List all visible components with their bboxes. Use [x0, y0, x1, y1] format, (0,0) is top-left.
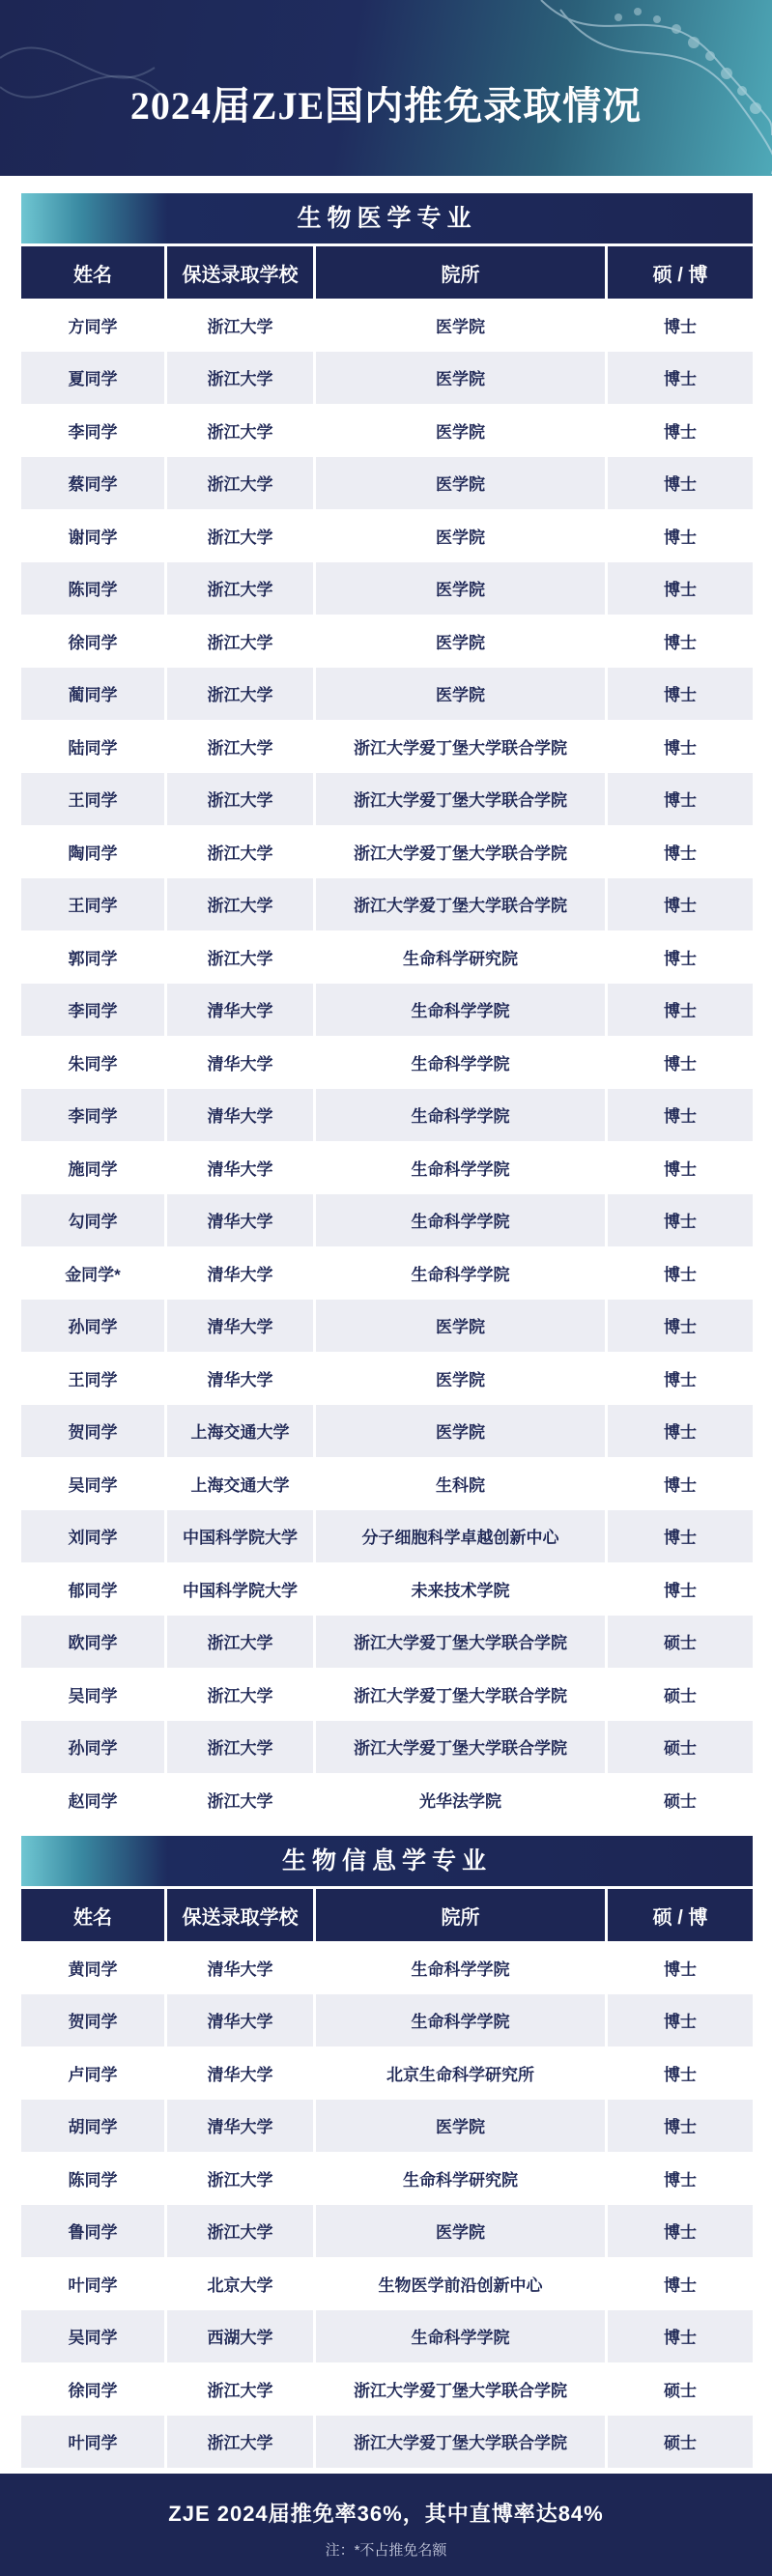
cell-school: 清华大学	[167, 1141, 313, 1194]
cell-school: 清华大学	[167, 1941, 313, 1994]
table-row	[21, 984, 753, 1037]
cell-school: 浙江大学	[167, 2362, 313, 2416]
cell-name: 吴同学	[21, 1457, 164, 1510]
cell-degree: 博士	[608, 773, 753, 826]
cell-institute: 医学院	[316, 457, 605, 510]
cell-degree: 博士	[608, 825, 753, 878]
cell-school: 浙江大学	[167, 1616, 313, 1669]
column-header-school: 保送录取学校	[167, 1889, 313, 1941]
table-row	[21, 2416, 753, 2469]
table-row	[21, 930, 753, 984]
cell-school: 清华大学	[167, 1036, 313, 1089]
table-row	[21, 1510, 753, 1563]
column-header-school: 保送录取学校	[167, 246, 313, 299]
cell-name: 李同学	[21, 404, 164, 457]
table-row	[21, 668, 753, 721]
cell-name: 胡同学	[21, 2100, 164, 2153]
cell-school: 清华大学	[167, 1352, 313, 1405]
cell-school: 北京大学	[167, 2257, 313, 2310]
cell-degree: 博士	[608, 299, 753, 352]
table-row	[21, 720, 753, 773]
cell-degree: 博士	[608, 562, 753, 615]
cell-degree: 硕士	[608, 2362, 753, 2416]
table-row	[21, 562, 753, 615]
cell-name: 刘同学	[21, 1510, 164, 1563]
cell-school: 上海交通大学	[167, 1457, 313, 1510]
cell-degree: 博士	[608, 1089, 753, 1142]
cell-degree: 博士	[608, 2310, 753, 2363]
table-row	[21, 1352, 753, 1405]
cell-name: 陶同学	[21, 825, 164, 878]
section-title-bioinformatics: 生物信息学专业	[21, 1836, 753, 1886]
footer-summary-text: ZJE 2024届推免率36%，其中直博率达84%	[168, 2502, 604, 2526]
cell-degree: 博士	[608, 668, 753, 721]
cell-institute: 浙江大学爱丁堡大学联合学院	[316, 2416, 605, 2469]
cell-name: 孙同学	[21, 1721, 164, 1774]
cell-name: 李同学	[21, 1089, 164, 1142]
cell-degree: 硕士	[608, 2416, 753, 2469]
cell-school: 浙江大学	[167, 2205, 313, 2258]
cell-institute: 浙江大学爱丁堡大学联合学院	[316, 878, 605, 931]
cell-school: 浙江大学	[167, 457, 313, 510]
cell-name: 叶同学	[21, 2416, 164, 2469]
cell-name: 王同学	[21, 1352, 164, 1405]
cell-name: 郁同学	[21, 1562, 164, 1616]
cell-school: 清华大学	[167, 1089, 313, 1142]
cell-institute: 浙江大学爱丁堡大学联合学院	[316, 2362, 605, 2416]
cell-name: 朱同学	[21, 1036, 164, 1089]
cell-name: 夏同学	[21, 352, 164, 405]
cell-name: 方同学	[21, 299, 164, 352]
table-header	[21, 1889, 753, 1941]
cell-degree: 博士	[608, 457, 753, 510]
cell-degree: 博士	[608, 2257, 753, 2310]
table-row	[21, 1721, 753, 1774]
cell-name: 勾同学	[21, 1194, 164, 1247]
cell-school: 浙江大学	[167, 404, 313, 457]
cell-name: 王同学	[21, 878, 164, 931]
cell-degree: 博士	[608, 1457, 753, 1510]
cell-degree: 博士	[608, 1941, 753, 1994]
footer-note: 注：*不占推免名额	[325, 2542, 447, 2559]
table-row	[21, 2362, 753, 2416]
cell-school: 清华大学	[167, 2100, 313, 2153]
cell-degree: 博士	[608, 352, 753, 405]
cell-degree: 博士	[608, 1352, 753, 1405]
cell-institute: 医学院	[316, 509, 605, 562]
cell-name: 徐同学	[21, 2362, 164, 2416]
cell-school: 清华大学	[167, 1300, 313, 1353]
cell-degree: 博士	[608, 1141, 753, 1194]
cell-school: 浙江大学	[167, 1668, 313, 1721]
cell-name: 孙同学	[21, 1300, 164, 1353]
cell-school: 浙江大学	[167, 299, 313, 352]
table-row	[21, 1616, 753, 1669]
cell-name: 陆同学	[21, 720, 164, 773]
cell-name: 贺同学	[21, 1405, 164, 1458]
cell-name: 谢同学	[21, 509, 164, 562]
cell-degree: 硕士	[608, 1721, 753, 1774]
cell-school: 上海交通大学	[167, 1405, 313, 1458]
table-row	[21, 509, 753, 562]
cell-name: 赵同学	[21, 1773, 164, 1826]
footer-summary	[0, 2474, 772, 2576]
cell-institute: 医学院	[316, 1300, 605, 1353]
column-header-degree: 硕 / 博	[608, 1889, 753, 1941]
cell-degree: 硕士	[608, 1668, 753, 1721]
cell-school: 浙江大学	[167, 720, 313, 773]
header-banner	[0, 0, 772, 176]
section-title-biomedical: 生物医学专业	[21, 193, 753, 243]
cell-institute: 生命科学学院	[316, 984, 605, 1037]
cell-degree: 博士	[608, 615, 753, 668]
table-row	[21, 457, 753, 510]
cell-institute: 医学院	[316, 2205, 605, 2258]
cell-institute: 医学院	[316, 1352, 605, 1405]
cell-institute: 生命科学学院	[316, 1089, 605, 1142]
table-row	[21, 2257, 753, 2310]
cell-name: 鲁同学	[21, 2205, 164, 2258]
cell-name: 卢同学	[21, 2046, 164, 2100]
cell-name: 欧同学	[21, 1616, 164, 1669]
table-row	[21, 773, 753, 826]
cell-school: 浙江大学	[167, 562, 313, 615]
cell-degree: 博士	[608, 984, 753, 1037]
cell-school: 浙江大学	[167, 352, 313, 405]
cell-degree: 博士	[608, 930, 753, 984]
table-row	[21, 404, 753, 457]
cell-institute: 未来技术学院	[316, 1562, 605, 1616]
column-header-institute: 院所	[316, 1889, 605, 1941]
cell-name: 叶同学	[21, 2257, 164, 2310]
cell-degree: 博士	[608, 878, 753, 931]
cell-name: 蔡同学	[21, 457, 164, 510]
cell-school: 清华大学	[167, 1194, 313, 1247]
cell-institute: 北京生命科学研究所	[316, 2046, 605, 2100]
table-row	[21, 1300, 753, 1353]
cell-degree: 博士	[608, 1194, 753, 1247]
cell-name: 蔺同学	[21, 668, 164, 721]
cell-institute: 医学院	[316, 299, 605, 352]
cell-degree: 博士	[608, 404, 753, 457]
cell-school: 浙江大学	[167, 615, 313, 668]
cell-school: 清华大学	[167, 984, 313, 1037]
cell-institute: 生命科学学院	[316, 1141, 605, 1194]
cell-degree: 博士	[608, 2046, 753, 2100]
cell-school: 清华大学	[167, 1246, 313, 1300]
cell-school: 清华大学	[167, 1994, 313, 2047]
table-row	[21, 1036, 753, 1089]
cell-degree: 博士	[608, 1036, 753, 1089]
table-row	[21, 1141, 753, 1194]
cell-name: 徐同学	[21, 615, 164, 668]
table-row	[21, 1246, 753, 1300]
admission-table-biomedical	[21, 243, 753, 1826]
cell-school: 浙江大学	[167, 930, 313, 984]
cell-institute: 医学院	[316, 2100, 605, 2153]
cell-name: 贺同学	[21, 1994, 164, 2047]
column-header-name: 姓名	[21, 1889, 164, 1941]
cell-school: 浙江大学	[167, 1773, 313, 1826]
cell-degree: 博士	[608, 720, 753, 773]
cell-degree: 博士	[608, 1994, 753, 2047]
cell-name: 黄同学	[21, 1941, 164, 1994]
table-row	[21, 1405, 753, 1458]
cell-institute: 生物医学前沿创新中心	[316, 2257, 605, 2310]
cell-school: 浙江大学	[167, 773, 313, 826]
table-row	[21, 299, 753, 352]
table-row	[21, 1194, 753, 1247]
cell-name: 陈同学	[21, 2152, 164, 2205]
cell-institute: 医学院	[316, 562, 605, 615]
cell-name: 李同学	[21, 984, 164, 1037]
cell-name: 陈同学	[21, 562, 164, 615]
cell-institute: 生命科学学院	[316, 1246, 605, 1300]
table-row	[21, 1941, 753, 1994]
cell-institute: 浙江大学爱丁堡大学联合学院	[316, 720, 605, 773]
table-row	[21, 825, 753, 878]
cell-school: 浙江大学	[167, 2152, 313, 2205]
cell-degree: 博士	[608, 1510, 753, 1563]
cell-school: 浙江大学	[167, 1721, 313, 1774]
cell-institute: 光华法学院	[316, 1773, 605, 1826]
cell-school: 西湖大学	[167, 2310, 313, 2363]
cell-name: 金同学*	[21, 1246, 164, 1300]
table-row	[21, 615, 753, 668]
cell-degree: 硕士	[608, 1616, 753, 1669]
cell-degree: 博士	[608, 1562, 753, 1616]
cell-institute: 医学院	[316, 668, 605, 721]
cell-degree: 博士	[608, 2100, 753, 2153]
cell-school: 浙江大学	[167, 2416, 313, 2469]
table-row	[21, 2152, 753, 2205]
table-row	[21, 1773, 753, 1826]
cell-school: 中国科学院大学	[167, 1510, 313, 1563]
cell-institute: 生命科学学院	[316, 1941, 605, 1994]
table-row	[21, 2310, 753, 2363]
cell-institute: 分子细胞科学卓越创新中心	[316, 1510, 605, 1563]
cell-degree: 博士	[608, 509, 753, 562]
cell-school: 浙江大学	[167, 825, 313, 878]
cell-degree: 博士	[608, 1300, 753, 1353]
cell-institute: 浙江大学爱丁堡大学联合学院	[316, 1721, 605, 1774]
cell-institute: 浙江大学爱丁堡大学联合学院	[316, 825, 605, 878]
cell-school: 清华大学	[167, 2046, 313, 2100]
cell-school: 浙江大学	[167, 878, 313, 931]
cell-school: 中国科学院大学	[167, 1562, 313, 1616]
cell-degree: 博士	[608, 1246, 753, 1300]
cell-school: 浙江大学	[167, 668, 313, 721]
table-row	[21, 2100, 753, 2153]
table-row	[21, 1994, 753, 2047]
cell-institute: 生命科学研究院	[316, 2152, 605, 2205]
cell-institute: 浙江大学爱丁堡大学联合学院	[316, 1668, 605, 1721]
column-header-degree: 硕 / 博	[608, 246, 753, 299]
cell-institute: 浙江大学爱丁堡大学联合学院	[316, 1616, 605, 1669]
cell-name: 吴同学	[21, 1668, 164, 1721]
cell-institute: 浙江大学爱丁堡大学联合学院	[316, 773, 605, 826]
table-row	[21, 1089, 753, 1142]
cell-name: 吴同学	[21, 2310, 164, 2363]
cell-institute: 生科院	[316, 1457, 605, 1510]
cell-institute: 医学院	[316, 352, 605, 405]
table-header	[21, 246, 753, 299]
cell-institute: 生命科学学院	[316, 1994, 605, 2047]
cell-institute: 医学院	[316, 1405, 605, 1458]
page-title: 2024届ZJE国内推免录取情况	[129, 84, 643, 128]
cell-name: 王同学	[21, 773, 164, 826]
table-row	[21, 2205, 753, 2258]
cell-institute: 医学院	[316, 615, 605, 668]
cell-institute: 生命科学学院	[316, 2310, 605, 2363]
cell-name: 郭同学	[21, 930, 164, 984]
cell-degree: 博士	[608, 2152, 753, 2205]
table-row	[21, 352, 753, 405]
cell-school: 浙江大学	[167, 509, 313, 562]
cell-degree: 硕士	[608, 1773, 753, 1826]
cell-degree: 博士	[608, 1405, 753, 1458]
cell-institute: 医学院	[316, 404, 605, 457]
table-row	[21, 878, 753, 931]
cell-institute: 生命科学学院	[316, 1036, 605, 1089]
column-header-name: 姓名	[21, 246, 164, 299]
cell-institute: 生命科学学院	[316, 1194, 605, 1247]
column-header-institute: 院所	[316, 246, 605, 299]
table-row	[21, 1668, 753, 1721]
table-row	[21, 2046, 753, 2100]
table-row	[21, 1562, 753, 1616]
cell-degree: 博士	[608, 2205, 753, 2258]
cell-institute: 生命科学研究院	[316, 930, 605, 984]
table-row	[21, 1457, 753, 1510]
admission-table-bioinformatics	[21, 1886, 753, 2468]
cell-name: 施同学	[21, 1141, 164, 1194]
